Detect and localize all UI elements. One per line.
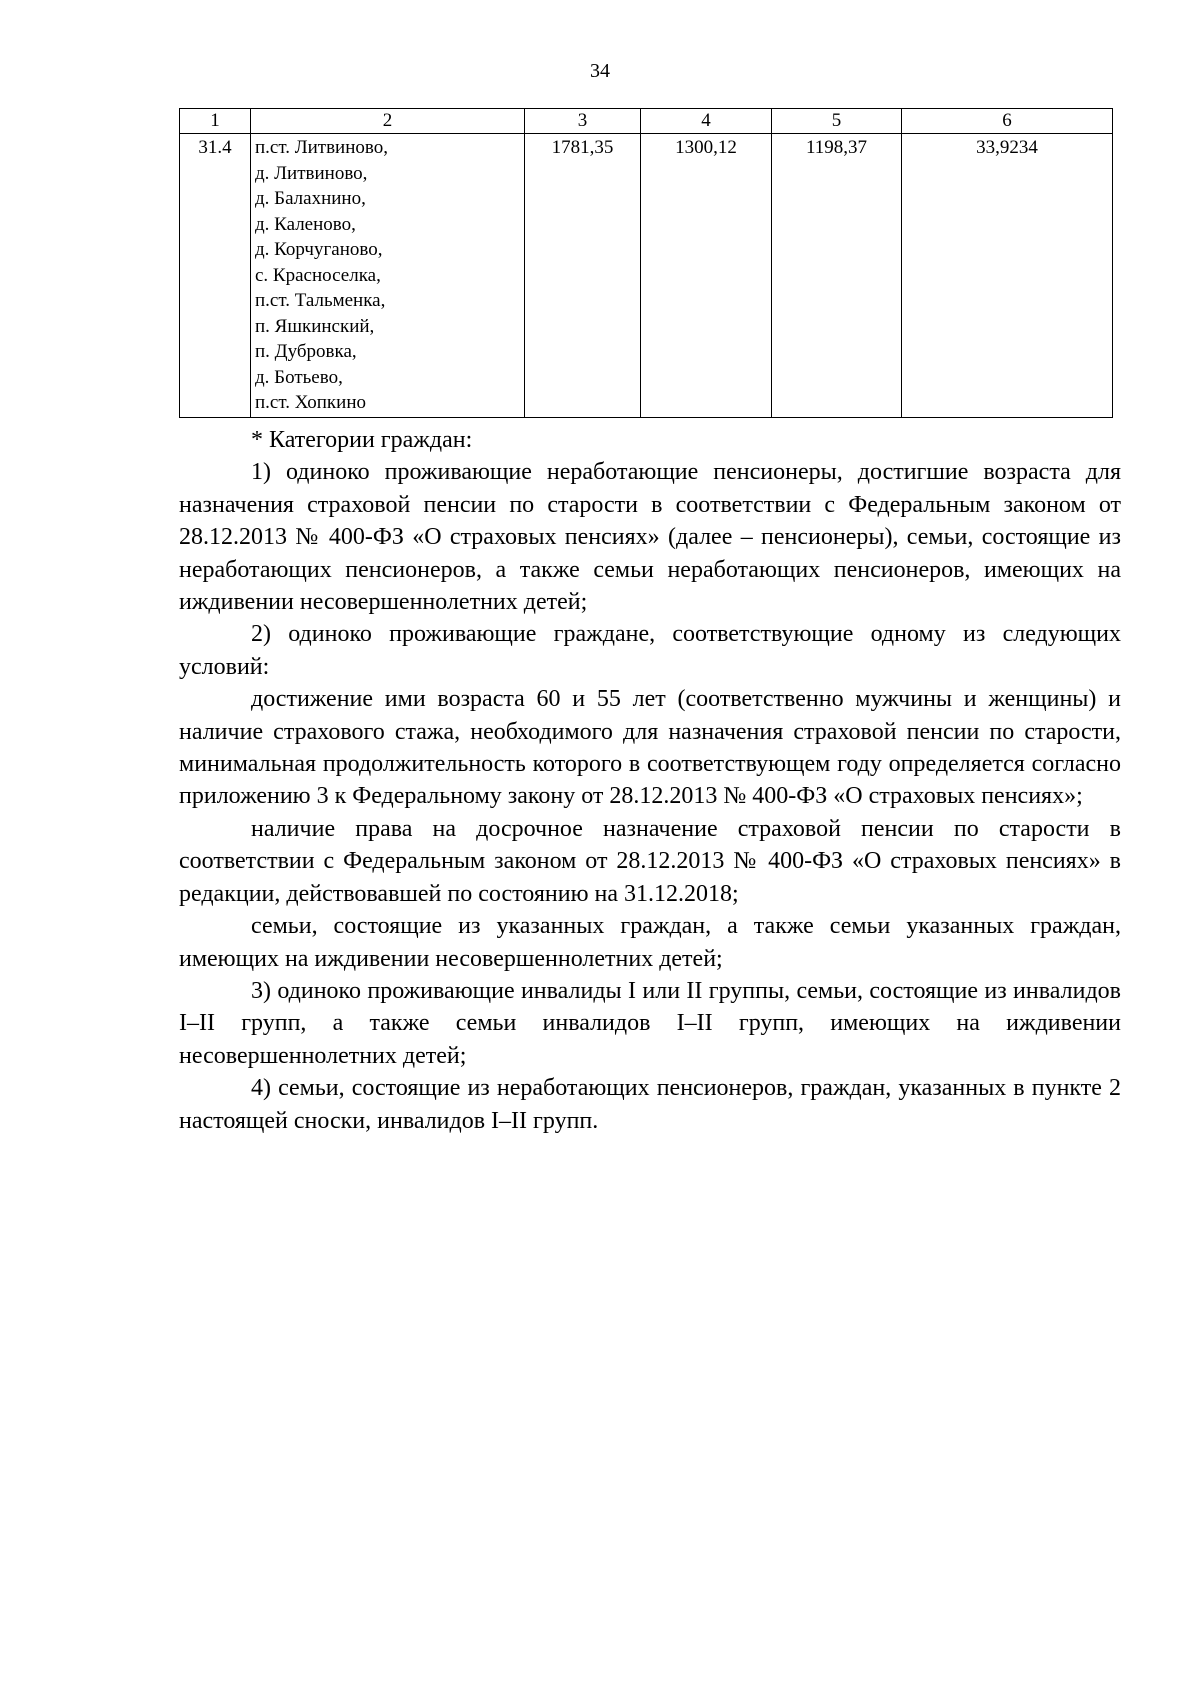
place-name: д. Ботьево,: [255, 366, 343, 388]
place-name: д. Балахнино,: [255, 188, 366, 209]
value-cell-col3: 1781,35: [525, 134, 641, 418]
column-header: 2: [251, 109, 525, 134]
footnote-block: [179, 424, 1121, 1137]
data-table: [179, 108, 1113, 418]
place-name: д. Каленово,: [255, 213, 356, 235]
page-number: 34: [590, 60, 610, 82]
footnote-heading: * Категории граждан:: [251, 427, 473, 453]
footnote-paragraph: достижение ими возраста 60 и 55 лет (соответственно мужчины и женщины) и наличие страхового стажа, необходимого для назначения страховой пенсии по старости, минимальная продолжительность которого в соответствующем году определяется согласно приложению 3 к Федеральному закону от 28.12.2013 № 400-ФЗ «О страховых пенсиях»;: [179, 686, 1121, 810]
footnote-paragraph: наличие права на досрочное назначение страховой пенсии по старости в соответствии с Федеральным законом от 28.12.2013 № 400-ФЗ «О страховых пенсиях» в редакции, действовавшей по состоянию на 31.12.2018;: [179, 815, 1121, 907]
value-cell-col5: 1198,37: [772, 134, 902, 418]
column-header: 4: [641, 109, 772, 134]
column-header: 3: [525, 109, 641, 134]
place-name: п. Яшкинский,: [255, 315, 375, 337]
place-name: п.ст. Тальменка,: [255, 290, 386, 311]
footnote-paragraph: 4) семьи, состоящие из неработающих пенсионеров, граждан, указанных в пункте 2 настоящей сноски, инвалидов I–II групп.: [179, 1075, 1121, 1134]
column-header: 1: [180, 109, 251, 134]
value-cell-col6: 33,9234: [902, 134, 1113, 418]
footnote-paragraph: 1) одиноко проживающие неработающие пенсионеры, достигшие возраста для назначения страховой пенсии по старости в соответствии с Федеральным законом от 28.12.2013 № 400-ФЗ «О страховых пенсиях» (далее – пенсионеры), семьи, состоящие из неработающих пенсионеров, а также семьи неработающих пенсионеров, имеющих на иждивении несовершеннолетних детей;: [179, 459, 1121, 616]
table-row: [180, 134, 1113, 418]
places-cell: [251, 134, 525, 418]
place-name: п. Дубровка,: [255, 341, 357, 362]
place-name: д. Литвиново,: [255, 162, 368, 184]
value-cell-col4: 1300,12: [641, 134, 772, 418]
place-name: с. Красноселка,: [255, 264, 381, 286]
table-header-row: [180, 109, 1113, 134]
footnote-paragraph: семьи, состоящие из указанных граждан, а также семьи указанных граждан, имеющих на иждивении несовершеннолетних детей;: [179, 913, 1121, 972]
place-name: п.ст. Хопкино: [255, 392, 366, 413]
place-name: д. Корчуганово,: [255, 239, 383, 260]
column-header: 6: [902, 109, 1113, 134]
footnote-paragraph: 2) одиноко проживающие граждане, соответствующие одному из следующих условий:: [179, 621, 1121, 680]
place-name: п.ст. Литвиново,: [255, 137, 388, 158]
footnote-paragraph: 3) одиноко проживающие инвалиды I или II группы, семьи, состоящие из инвалидов I–II групп, а также семьи инвалидов I–II групп, имеющих на иждивении несовершеннолетних детей;: [179, 977, 1121, 1069]
row-number-cell: 31.4: [180, 134, 251, 418]
column-header: 5: [772, 109, 902, 134]
